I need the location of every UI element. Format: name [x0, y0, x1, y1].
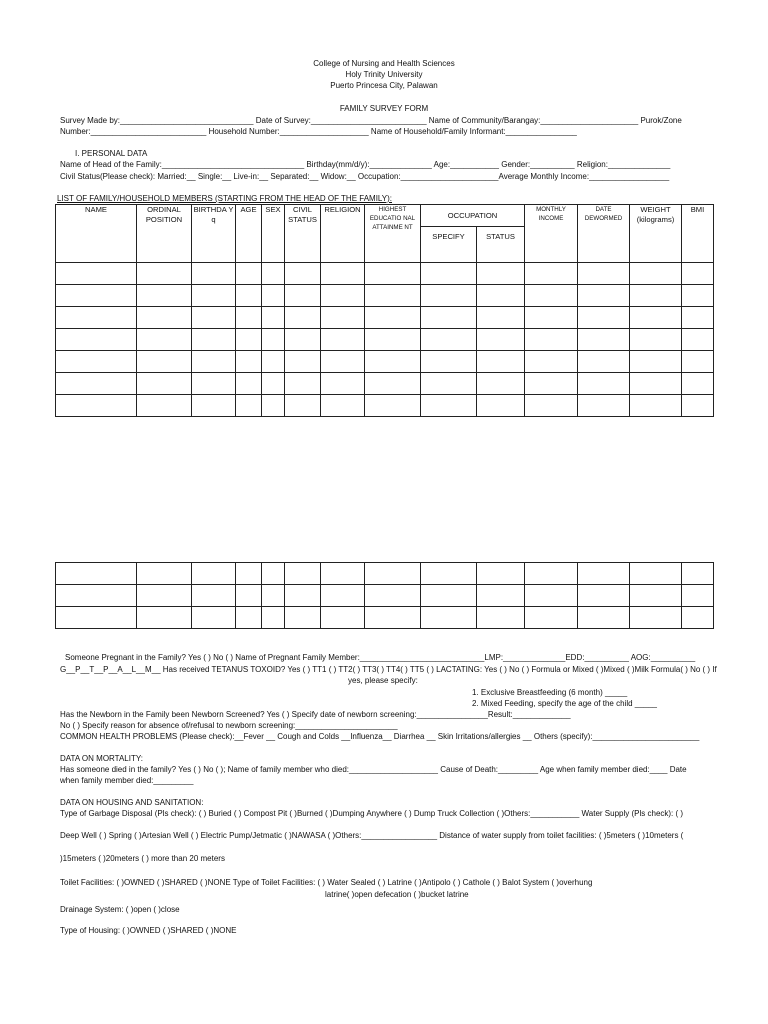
table-row — [56, 607, 714, 629]
mortality-line-1: Has someone died in the family? Yes ( ) No ( ); Name of family member who died:____________________ Cause of Death:_________ Age when family member died:____ Date — [60, 765, 687, 774]
housing-type-line: Type of Housing: ( )OWNED ( )SHARED ( )NONE — [60, 926, 237, 935]
table-row — [56, 285, 714, 307]
form-title: FAMILY SURVEY FORM — [339, 104, 429, 113]
col-birthdate: BIRTHDA Y q — [192, 205, 236, 263]
members-table-body — [56, 263, 714, 417]
personal-line-1: Name of Head of the Family:________________________________ Birthday(mm/d/y):______________ Age:___________ Gender:__________ Religion:______________ — [60, 160, 671, 169]
form-header — [0, 58, 768, 91]
col-occupation: OCCUPATION — [421, 205, 525, 227]
housing-line-2: Deep Well ( ) Spring ( )Artesian Well ( ) Electric Pump/Jetmatic ( )NAWASA ( )Others:_________________ Distance of water supply from toilet facilities: ( )5meters ( )10meters ( — [60, 831, 684, 840]
table-row — [56, 351, 714, 373]
table-row — [56, 263, 714, 285]
housing-heading: DATA ON HOUSING AND SANITATION: — [60, 798, 204, 807]
members-table-continued — [55, 562, 714, 629]
mortality-line-2: when family member died:_________ — [60, 776, 194, 785]
col-name: NAME — [56, 205, 137, 263]
table-row — [56, 563, 714, 585]
health-problems-line: COMMON HEALTH PROBLEMS (Please check):__Fever __ Cough and Colds __Influenza__ Diarrhea __ Skin Irritations/allergies __ Others (specify):________________________ — [60, 732, 700, 741]
table-row — [56, 395, 714, 417]
pregnancy-line-1: Someone Pregnant in the Family? Yes ( ) No ( ) Name of Pregnant Family Member:____________________________LMP:______________EDD:__________ AOG:__________ — [65, 653, 696, 662]
table-row — [56, 585, 714, 607]
col-bmi: BMI — [682, 205, 714, 263]
toilet-line-1: Toilet Facilities: ( )OWNED ( )SHARED ( )NONE Type of Toilet Facilities: ( ) Water Sealed ( ) Latrine ( )Antipolo ( ) Cathole ( ) Balot System ( )overhung — [60, 878, 593, 887]
personal-data-heading: I. PERSONAL DATA — [75, 149, 148, 158]
drainage-line: Drainage System: ( )open ( )close — [60, 905, 180, 914]
university-name: Holy Trinity University — [345, 70, 423, 79]
col-occupation-specify: SPECIFY — [421, 227, 477, 263]
col-date-dewormed: DATE DEWORMED — [578, 205, 630, 263]
table-row — [56, 307, 714, 329]
table-row — [56, 329, 714, 351]
pregnancy-line-3: yes, please specify: — [348, 676, 418, 685]
newborn-line-1: Has the Newborn in the Family been Newborn Screened? Yes ( ) Specify date of newborn screening:________________Result:_____________ — [60, 710, 571, 719]
col-age: AGE — [236, 205, 262, 263]
housing-line-3: )15meters ( )20meters ( ) more than 20 meters — [60, 854, 225, 863]
survey-line-2: Number:__________________________ Household Number:____________________ Name of Household/Family Informant:________________ — [60, 127, 577, 136]
col-civil-status: CIVIL STATUS — [285, 205, 321, 263]
members-table — [55, 204, 714, 417]
personal-line-2: Civil Status(Please check): Married:__ Single:__ Live-in:__ Separated:__ Widow:__ Occupation:______________________Average Monthly Income:__________________ — [60, 172, 670, 181]
col-weight: WEIGHT (kilograms) — [630, 205, 682, 263]
col-ordinal-position: ORDINAL POSITION — [137, 205, 192, 263]
table-row — [56, 373, 714, 395]
city-name: Puerto Princesa City, Palawan — [330, 81, 438, 90]
college-name: College of Nursing and Health Sciences — [313, 59, 455, 68]
col-monthly-income: MONTHLY INCOME — [525, 205, 578, 263]
survey-line-1: Survey Made by:______________________________ Date of Survey:__________________________ Name of Community/Barangay:______________________ Purok/Zone — [60, 116, 682, 125]
col-occupation-status: STATUS — [477, 227, 525, 263]
mortality-heading: DATA ON MORTALITY: — [60, 754, 143, 763]
feeding-option-1: 1. Exclusive Breastfeeding (6 month) _____ — [472, 688, 628, 697]
col-sex: SEX — [262, 205, 285, 263]
newborn-line-2: No ( ) Specify reason for absence of/refusal to newborn screening:_______________________ — [60, 721, 398, 730]
feeding-option-2: 2. Mixed Feeding, specify the age of the child _____ — [472, 699, 658, 708]
col-religion: RELIGION — [321, 205, 365, 263]
housing-line-1: Type of Garbage Disposal (Pls check): ( ) Buried ( ) Compost Pit ( )Burned ( )Dumping Anywhere ( ) Dump Truck Collection ( )Others:___________ Water Supply (Pls check): ( ) — [60, 809, 684, 818]
col-education: HIGHEST EDUCATIO NAL ATTAINME NT — [365, 205, 421, 263]
toilet-line-2: latrine( )open defecation ( )bucket latrine — [325, 890, 469, 899]
pregnancy-line-2: G__P__T__P__A__L__M__ Has received TETANUS TOXOID? Yes ( ) TT1 ( ) TT2( ) TT3( ) TT4( ) TT5 ( ) LACTATING: Yes ( ) No ( ) Formula or Mixed ( )Mixed ( )Milk Formula( ) No ( ) If — [60, 665, 717, 674]
members-heading: LIST OF FAMILY/HOUSEHOLD MEMBERS (STARTING FROM THE HEAD OF THE FAMILY): — [57, 194, 393, 203]
